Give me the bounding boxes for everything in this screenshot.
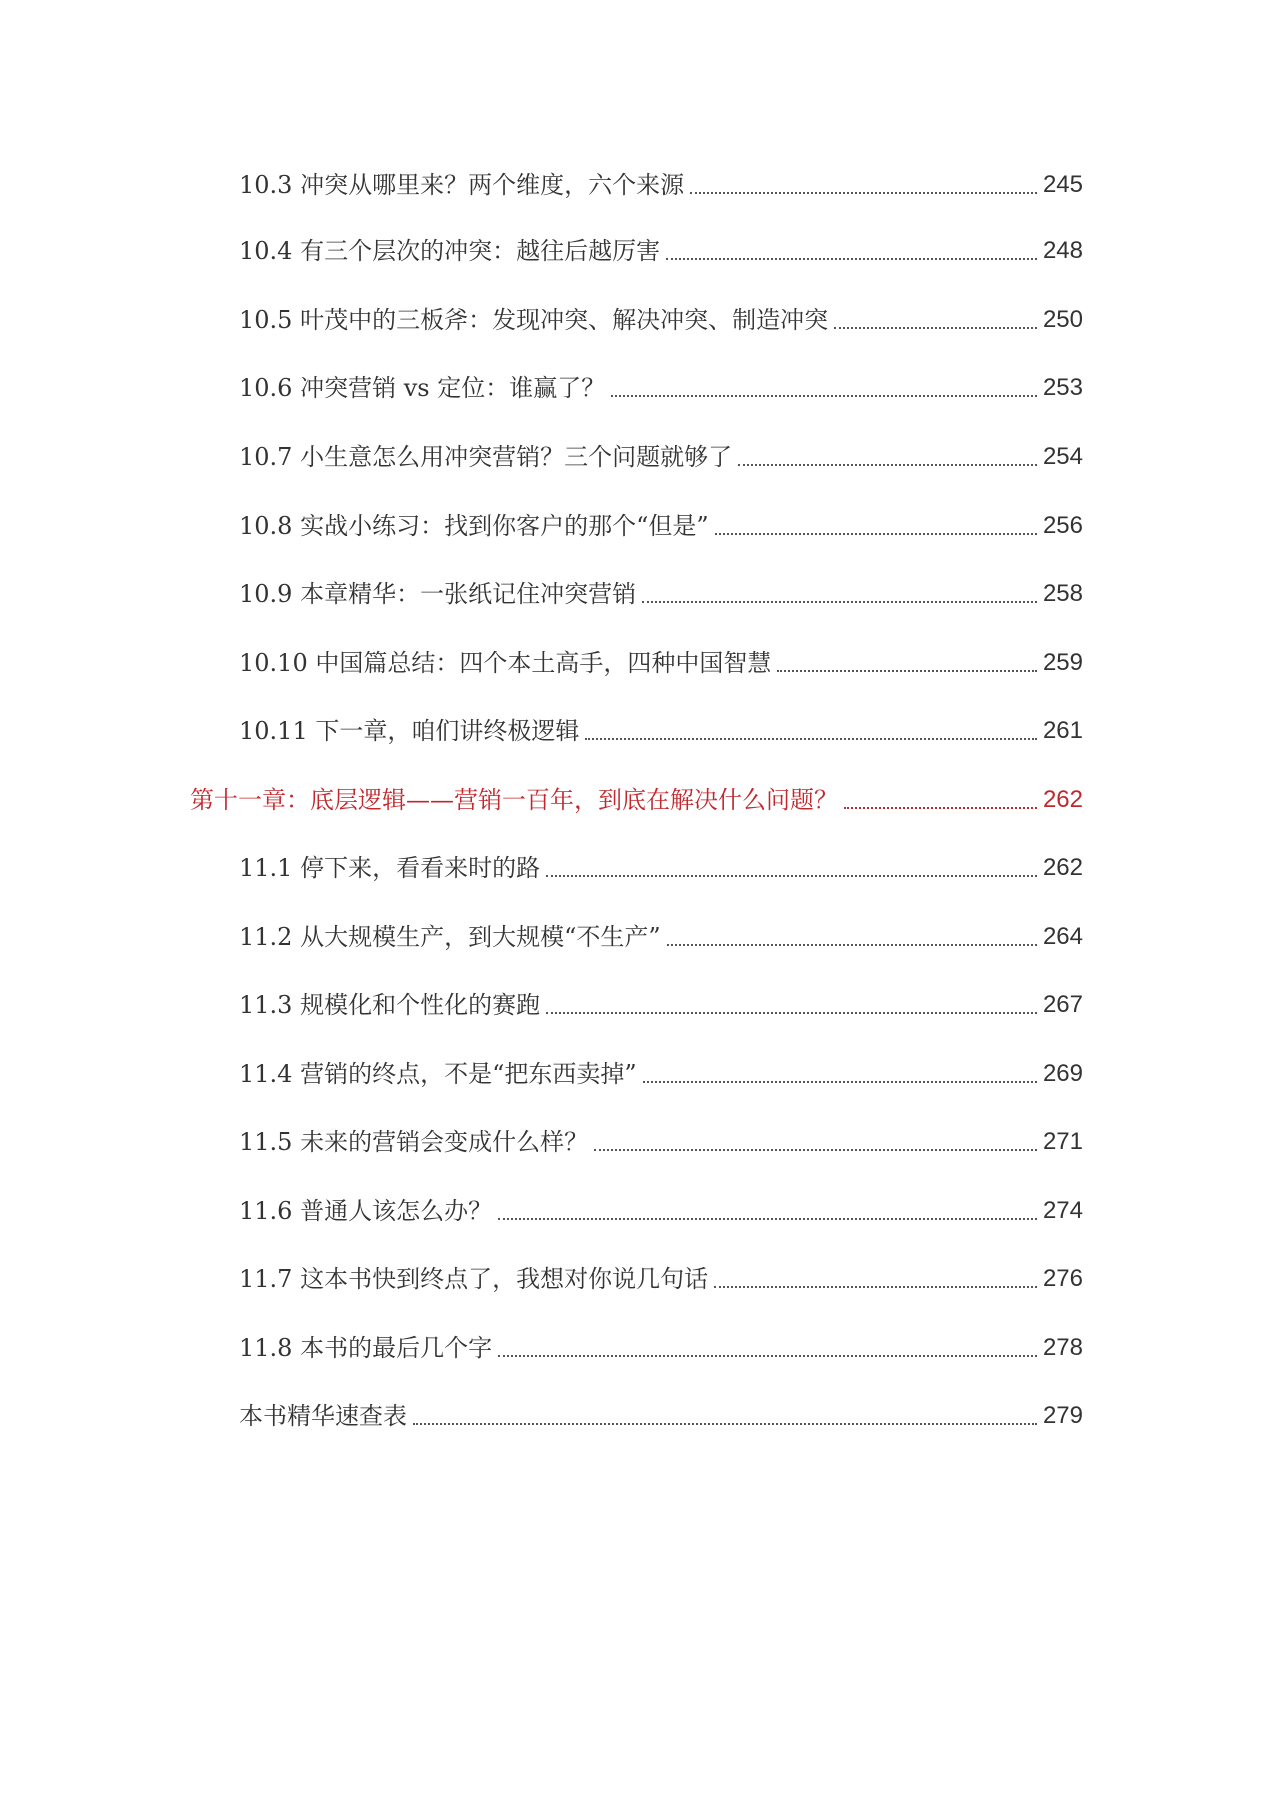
dot-leader: [594, 1149, 1037, 1151]
dot-leader: [546, 875, 1037, 877]
dot-leader: [738, 464, 1037, 466]
toc-entry-label: 10.11 下一章，咱们讲终极逻辑: [239, 717, 580, 745]
toc-entry-11-8[interactable]: [239, 1323, 1083, 1363]
dot-leader: [715, 533, 1037, 535]
dot-leader: [666, 258, 1037, 260]
toc-entry-label: 11.6 普通人该怎么办？: [239, 1197, 493, 1225]
toc-entry-10-11[interactable]: [239, 706, 1083, 746]
toc-entry-label: 10.8 实战小练习：找到你客户的那个“但是”: [239, 512, 709, 540]
toc-entry-10-10[interactable]: [239, 638, 1083, 678]
toc-entry-page: 248: [1042, 237, 1083, 264]
toc-entry-label: 11.1 停下来，看看来时的路: [239, 854, 541, 882]
toc-entry-10-3[interactable]: [239, 160, 1083, 200]
dot-leader: [714, 1286, 1037, 1288]
toc-entry-page: 256: [1042, 512, 1083, 539]
dot-leader: [642, 601, 1037, 603]
toc-entry-label: 10.6 冲突营销 vs 定位：谁赢了？: [239, 374, 606, 402]
toc-entry-11-2[interactable]: [239, 912, 1083, 952]
toc-entry-10-5[interactable]: [239, 295, 1083, 335]
toc-entry-page: 278: [1042, 1334, 1083, 1361]
toc-entry-10-9[interactable]: [239, 569, 1083, 609]
toc-entry-label: 11.8 本书的最后几个字: [239, 1334, 493, 1362]
toc-entry-page: 250: [1042, 306, 1083, 333]
toc-entry-page: 264: [1042, 923, 1083, 950]
toc-entry-11-5[interactable]: [239, 1117, 1083, 1157]
dot-leader: [585, 738, 1037, 740]
toc-chapter-11[interactable]: [190, 775, 1083, 815]
toc-entry-label: 10.7 小生意怎么用冲突营销？三个问题就够了: [239, 443, 733, 471]
toc-entry-label: 11.3 规模化和个性化的赛跑: [239, 991, 541, 1019]
toc-entry-page: 261: [1042, 717, 1083, 744]
toc-entry-label: 10.3 冲突从哪里来？两个维度，六个来源: [239, 171, 685, 199]
toc-entry-page: 279: [1042, 1402, 1083, 1429]
toc-entry-10-7[interactable]: [239, 432, 1083, 472]
dot-leader: [834, 327, 1037, 329]
dot-leader: [667, 944, 1037, 946]
dot-leader: [498, 1218, 1037, 1220]
toc-entry-10-6[interactable]: [239, 363, 1083, 403]
toc-entry-label: 11.5 未来的营销会变成什么样？: [239, 1128, 589, 1156]
toc-entry-page: 276: [1042, 1265, 1083, 1292]
toc-entry-label: 10.5 叶茂中的三板斧：发现冲突、解决冲突、制造冲突: [239, 306, 829, 334]
dot-leader: [546, 1012, 1037, 1014]
toc-entry-page: 245: [1042, 171, 1083, 198]
toc-entry-11-6[interactable]: [239, 1186, 1083, 1226]
dot-leader: [498, 1355, 1037, 1357]
toc-entry-10-4[interactable]: [239, 226, 1083, 266]
toc-entry-label: 11.7 这本书快到终点了，我想对你说几句话: [239, 1265, 709, 1293]
toc-entry-label: 11.4 营销的终点，不是“把东西卖掉”: [239, 1060, 637, 1088]
toc-entry-page: 274: [1042, 1197, 1083, 1224]
toc-entry-page: 259: [1042, 649, 1083, 676]
toc-entry-11-3[interactable]: [239, 980, 1083, 1020]
toc-entry-label: 10.4 有三个层次的冲突：越往后越厉害: [239, 237, 661, 265]
toc-entry-summary-table[interactable]: [239, 1391, 1083, 1431]
toc-entry-11-1[interactable]: [239, 843, 1083, 883]
toc-entry-page: 258: [1042, 580, 1083, 607]
toc-entry-10-8[interactable]: [239, 501, 1083, 541]
dot-leader: [844, 807, 1037, 809]
toc-entry-11-7[interactable]: [239, 1254, 1083, 1294]
toc-entry-page: 271: [1042, 1128, 1083, 1155]
toc-entry-label: 10.9 本章精华：一张纸记住冲突营销: [239, 580, 637, 608]
dot-leader: [690, 192, 1037, 194]
toc-entry-page: 267: [1042, 991, 1083, 1018]
toc-entry-label: 本书精华速查表: [239, 1402, 407, 1430]
toc-entry-page: 253: [1042, 374, 1083, 401]
dot-leader: [777, 670, 1037, 672]
toc-entry-page: 254: [1042, 443, 1083, 470]
toc-entry-label: 10.10 中国篇总结：四个本土高手，四种中国智慧: [239, 649, 772, 677]
dot-leader: [643, 1081, 1037, 1083]
toc-entry-label: 第十一章：底层逻辑——营销一百年，到底在解决什么问题？: [190, 786, 838, 814]
toc-entry-page: 262: [1042, 786, 1083, 813]
toc-entry-11-4[interactable]: [239, 1049, 1083, 1089]
dot-leader: [413, 1423, 1037, 1425]
toc-entry-page: 262: [1042, 854, 1083, 881]
toc-entry-page: 269: [1042, 1060, 1083, 1087]
dot-leader: [611, 395, 1037, 397]
toc-entry-label: 11.2 从大规模生产，到大规模“不生产”: [239, 923, 661, 951]
